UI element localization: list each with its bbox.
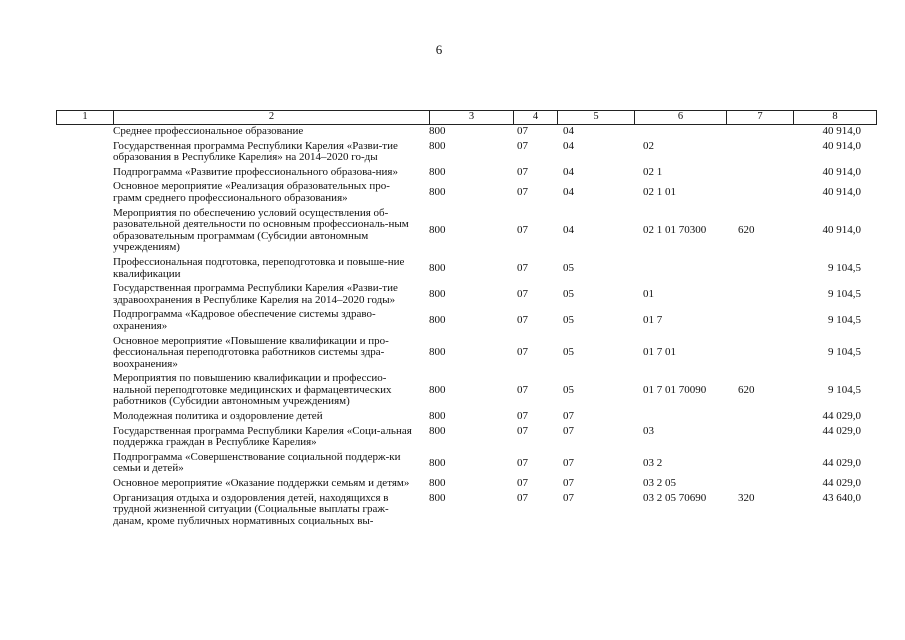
row-col-5: 07 — [563, 424, 574, 437]
row-col-3: 800 — [429, 261, 446, 274]
row-col-3: 800 — [429, 139, 446, 152]
row-col-5: 04 — [563, 139, 574, 152]
table-row — [113, 126, 883, 138]
row-col-4: 07 — [517, 261, 528, 274]
table-row — [113, 309, 883, 332]
row-col-5: 04 — [563, 186, 574, 199]
row-col-8: 44 029,0 — [822, 456, 861, 469]
row-col-4: 07 — [517, 383, 528, 396]
row-col-4: 07 — [517, 314, 528, 327]
row-col-4: 07 — [517, 223, 528, 236]
row-col-4: 07 — [517, 287, 528, 300]
table-row — [113, 493, 883, 528]
row-col-3: 800 — [429, 424, 446, 437]
table-header — [56, 110, 877, 125]
row-col-6: 03 — [643, 424, 654, 437]
row-col-8: 9 104,5 — [828, 314, 861, 327]
row-col-4: 07 — [517, 165, 528, 178]
row-col-7: 320 — [738, 491, 755, 504]
row-col-8: 40 914,0 — [822, 139, 861, 152]
row-col-3: 800 — [429, 346, 446, 359]
table-row — [113, 411, 883, 423]
row-name: Основное мероприятие «Оказание поддержки семьям и детям» — [113, 477, 410, 490]
row-col-8: 9 104,5 — [828, 287, 861, 300]
row-col-6: 01 7 — [643, 314, 663, 327]
row-col-3: 800 — [429, 456, 446, 469]
row-col-8: 44 029,0 — [822, 410, 861, 423]
table-row — [113, 336, 883, 371]
row-col-6: 02 1 01 70300 — [643, 223, 707, 236]
header-col-1: 1 — [57, 111, 114, 124]
row-col-4: 07 — [517, 125, 528, 137]
row-col-5: 05 — [563, 314, 574, 327]
row-col-6: 02 1 01 — [643, 186, 676, 199]
row-col-5: 05 — [563, 346, 574, 359]
row-name: Подпрограмма «Развитие профессионального образова-ния» — [113, 165, 398, 178]
row-name: Государственная программа Республики Карелия «Разви-тие образования в Республике Карелия» на 2014–2020 го-ды — [113, 139, 398, 164]
row-col-5: 05 — [563, 383, 574, 396]
row-col-4: 07 — [517, 424, 528, 437]
table-row — [113, 257, 883, 280]
row-col-8: 43 640,0 — [822, 491, 861, 504]
row-col-5: 07 — [563, 456, 574, 469]
row-col-8: 9 104,5 — [828, 346, 861, 359]
row-col-4: 07 — [517, 456, 528, 469]
row-col-7: 620 — [738, 223, 755, 236]
row-col-5: 07 — [563, 477, 574, 490]
table-row — [113, 426, 883, 449]
row-col-8: 40 914,0 — [822, 186, 861, 199]
row-col-8: 44 029,0 — [822, 424, 861, 437]
row-name: Основное мероприятие «Повышение квалификации и про-фессиональная переподготовка работников системы здра-воохранения» — [113, 334, 389, 370]
row-name: Подпрограмма «Совершенствование социальной поддерж-ки семьи и детей» — [113, 450, 401, 475]
table-row — [113, 141, 883, 164]
row-col-3: 800 — [429, 223, 446, 236]
row-col-6: 02 1 — [643, 165, 663, 178]
row-col-4: 07 — [517, 186, 528, 199]
row-name: Организация отдыха и оздоровления детей, находящихся в трудной жизненной ситуации (Социальные выплаты граж-данам, кроме публичных нормативных социальных вы- — [113, 491, 389, 527]
header-col-4: 4 — [514, 111, 558, 124]
row-col-5: 04 — [563, 165, 574, 178]
row-col-5: 07 — [563, 410, 574, 423]
row-col-3: 800 — [429, 165, 446, 178]
row-name: Государственная программа Республики Карелия «Соци-альная поддержка граждан в Республике Карелия» — [113, 424, 412, 449]
header-col-5: 5 — [558, 111, 635, 124]
table-row — [113, 208, 883, 254]
table-row — [113, 283, 883, 306]
row-col-3: 800 — [429, 287, 446, 300]
header-col-6: 6 — [635, 111, 727, 124]
row-col-3: 800 — [429, 186, 446, 199]
table-row — [113, 167, 883, 179]
table-body — [113, 126, 883, 530]
row-col-3: 800 — [429, 491, 446, 504]
row-col-5: 05 — [563, 261, 574, 274]
row-name: Молодежная политика и оздоровление детей — [113, 410, 323, 423]
row-col-8: 40 914,0 — [822, 165, 861, 178]
row-col-4: 07 — [517, 139, 528, 152]
row-col-6: 03 2 05 70690 — [643, 491, 707, 504]
row-col-3: 800 — [429, 383, 446, 396]
row-name: Профессиональная подготовка, переподготовка и повыше-ние квалификации — [113, 255, 405, 280]
row-col-8: 40 914,0 — [822, 223, 861, 236]
row-col-3: 800 — [429, 477, 446, 490]
header-col-3: 3 — [430, 111, 514, 124]
table-row — [113, 181, 883, 204]
row-col-5: 07 — [563, 491, 574, 504]
row-col-5: 05 — [563, 287, 574, 300]
row-col-5: 04 — [563, 223, 574, 236]
row-col-7: 620 — [738, 383, 755, 396]
row-name: Подпрограмма «Кадровое обеспечение системы здраво-охранения» — [113, 308, 376, 332]
row-col-6: 01 7 01 — [643, 346, 676, 359]
row-col-3: 800 — [429, 125, 446, 137]
row-col-8: 9 104,5 — [828, 383, 861, 396]
row-name: Государственная программа Республики Карелия «Разви-тие здравоохранения в Республике Карелия на 2014–2020 годы» — [113, 282, 398, 306]
row-col-3: 800 — [429, 314, 446, 327]
row-col-4: 07 — [517, 491, 528, 504]
row-col-4: 07 — [517, 346, 528, 359]
row-col-4: 07 — [517, 410, 528, 423]
row-col-3: 800 — [429, 410, 446, 423]
row-name: Основное мероприятие «Реализация образовательных про-грамм среднего профессионального образования» — [113, 180, 390, 204]
row-name: Среднее профессиональное образование — [113, 125, 304, 137]
table-row — [113, 373, 883, 408]
row-col-6: 03 2 — [643, 456, 663, 469]
table-row — [113, 452, 883, 475]
row-col-6: 02 — [643, 139, 654, 152]
row-col-8: 44 029,0 — [822, 477, 861, 490]
row-name: Мероприятия по повышению квалификации и профессио-нальной переподготовке медицинских и фармацевтических работников (Субсидии автономным учреждениям) — [113, 372, 392, 408]
row-name: Мероприятия по обеспечению условий осуществления об-разовательной деятельности по основным профессиональ-ным образовательным программам (Субсидии автономным учреждениям) — [113, 206, 409, 254]
table-row — [113, 478, 883, 490]
row-col-4: 07 — [517, 477, 528, 490]
header-col-2: 2 — [114, 111, 430, 124]
row-col-8: 9 104,5 — [828, 261, 861, 274]
row-col-6: 01 — [643, 287, 654, 300]
row-col-6: 03 2 05 — [643, 477, 676, 490]
header-col-8: 8 — [832, 111, 838, 122]
page-number: 6 — [435, 42, 443, 57]
row-col-8: 40 914,0 — [822, 125, 861, 137]
row-col-5: 04 — [563, 125, 574, 137]
header-col-7: 7 — [727, 111, 794, 124]
row-col-6: 01 7 01 70090 — [643, 383, 707, 396]
